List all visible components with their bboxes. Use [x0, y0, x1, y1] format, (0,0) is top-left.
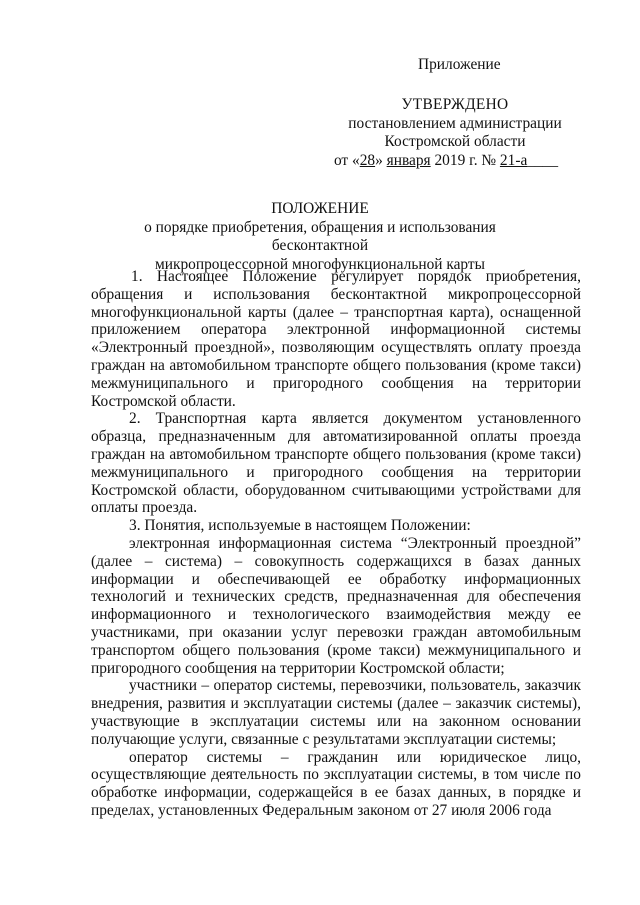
paragraph-2: 2. Транспортная карта является документом установленного образца, предназначенным для автоматизированной оплаты проезда граждан на автомобильном транспорте общего пользования (кроме такси) межмуниципального и пригородного сообщения на территории Костромской области, оборудованном считывающими устройствами для оплаты проезда.	[91, 410, 581, 517]
date-number: 21-а	[499, 151, 528, 169]
paragraph-3: 3. Понятия, используемые в настоящем Положении:	[129, 517, 471, 535]
approval-block	[330, 96, 580, 170]
appendix-label: Приложение	[418, 56, 501, 73]
approval-date-line	[321, 152, 571, 171]
title-line-1: о порядке приобретения, обращения и использования бесконтактной	[144, 218, 496, 254]
paragraph-4: электронная информационная система “Электронный проездной” (далее – система) – совокупность содержащихся в базах данных информации и обеспечивающей ее обработку информационных технологий и технических средств, предназначенная для обеспечения информационного и технологического взаимодействия между ее участниками, при оказании услуг перевозки граждан автомобильным транспортом общего пользования (кроме такси) межмуниципального и пригородного сообщения на территории Костромской области;	[91, 534, 581, 677]
paragraph-1: 1. Настоящее Положение регулирует порядок приобретения, обращения и использования бесконтактной микропроцессорной многофункциональной карты (далее – транспортная карта), оснащенной приложением оператора электронной информационной системы «Электронный проездной», позволяющим осуществлять оплату проезда граждан на автомобильном транспорте общего пользования (кроме такси) межмуниципального и пригородного сообщения на территории Костромской области.	[91, 268, 581, 410]
document-title	[100, 200, 540, 274]
approved-title: УТВЕРЖДЕНО	[401, 96, 509, 113]
date-year: 2019 г. №	[430, 151, 500, 169]
document-body	[91, 268, 581, 820]
approved-line-2: Костромской области	[384, 133, 526, 150]
paragraph-5: участники – оператор системы, перевозчики, пользователь, заказчик внедрения, развития и эксплуатации системы (далее – заказчик системы), участвующие в эксплуатации системы или на законном основании получающие услуги, связанные с результатами эксплуатации системы;	[91, 677, 581, 748]
date-prefix: от «	[333, 151, 360, 169]
approved-line-1: постановлением администрации	[348, 114, 562, 132]
date-month: января	[386, 151, 431, 169]
date-day: 28	[359, 151, 376, 169]
paragraph-6: оператор системы – гражданин или юридическое лицо, осуществляющие деятельность по эксплуатации системы, в том числе по обработке информации, содержащейся в ее базах данных, в порядке и пределах, установленных Федеральным законом от 27 июля 2006 года	[91, 748, 581, 819]
date-tail: ____	[527, 151, 559, 169]
date-mid: »	[375, 151, 387, 169]
title-line-2: микропроцессорной многофункциональной карты	[154, 255, 485, 273]
title-heading: ПОЛОЖЕНИЕ	[271, 200, 369, 217]
